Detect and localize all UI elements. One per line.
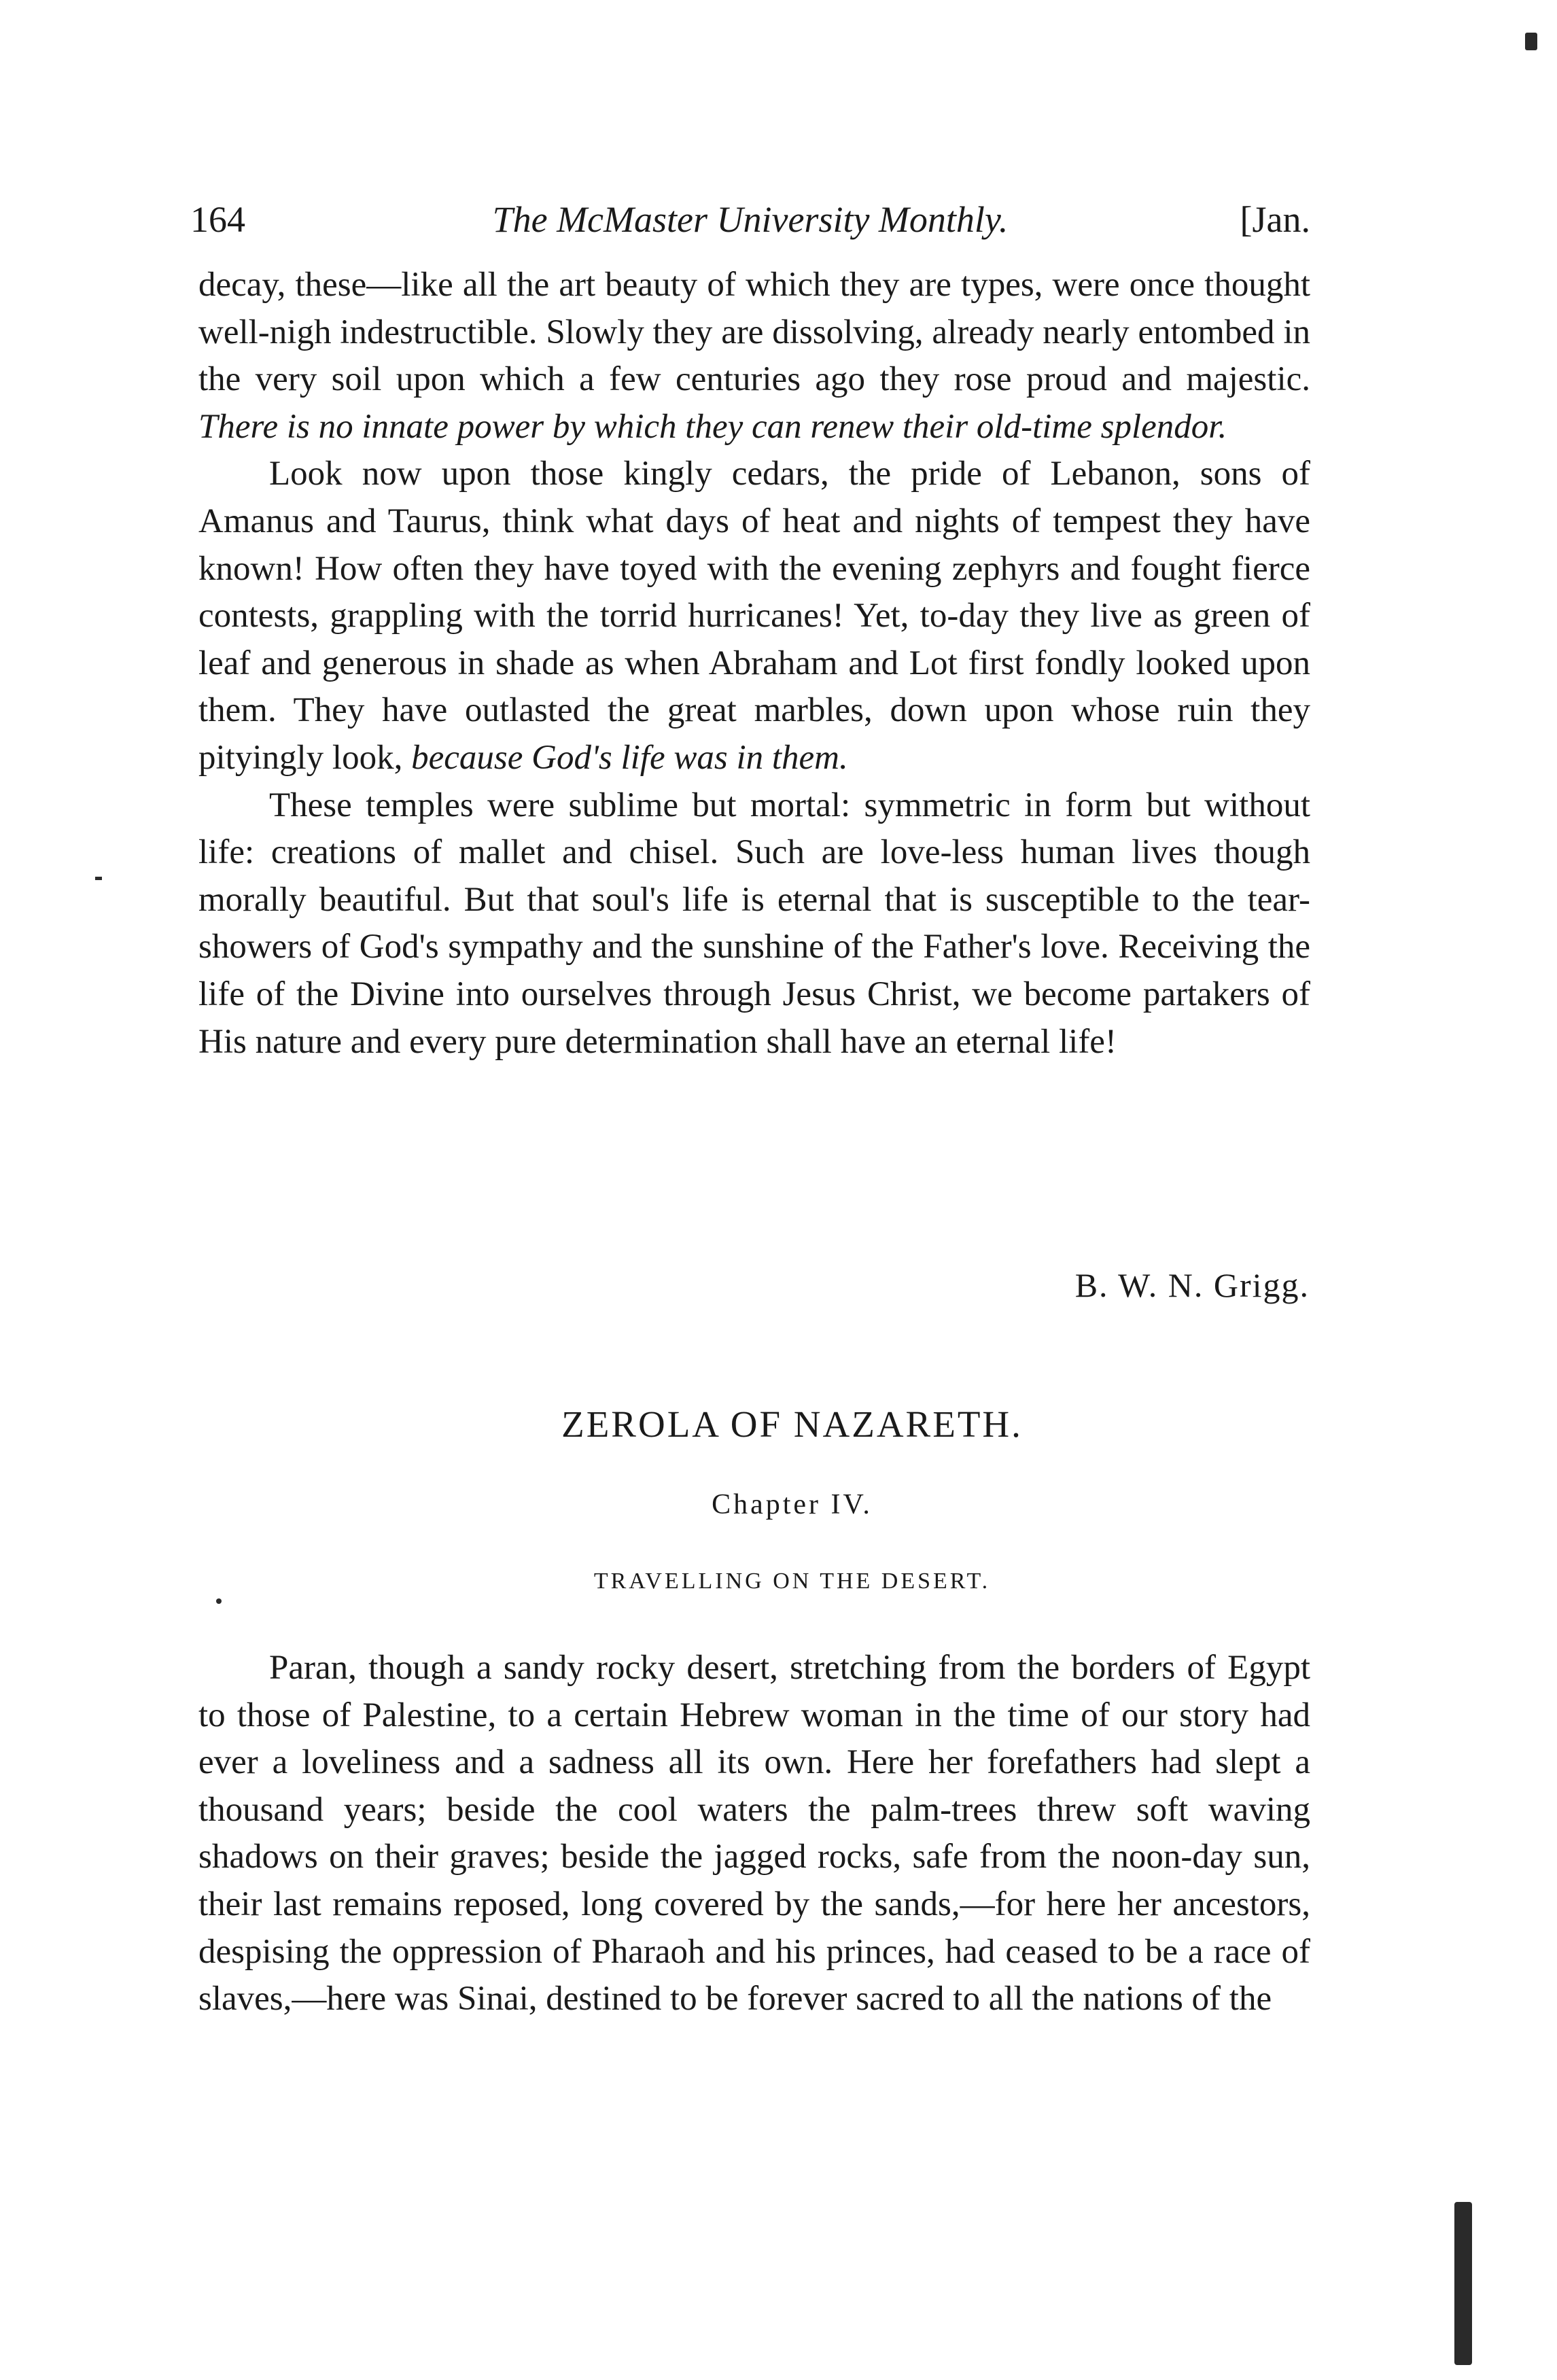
chapter-heading: Chapter IV. [712,1489,873,1520]
author-signature: B. W. N. Grigg. [1074,1266,1310,1304]
journal-title: The McMaster University Monthly. [492,199,1009,240]
essay-text [198,262,1310,1066]
issue-month: [Jan. [1240,199,1310,240]
essay-paragraph-2-emphasis: because God's life was in them. [411,738,848,777]
running-header [190,198,1310,253]
scan-dot-left [95,877,102,880]
essay-paragraph-3: These temples were sublime but mortal: symmetric in form but without life: creations of mallet and chisel. Such are love-less human lives though morally beautiful. But that soul's life is eternal that is susceptible to the tear-showers of God's sympathy and the sunshine of the Father's love. Receiving the life of the Divine into ourselves through Jesus Christ, we become partakers of His nature and every pure determination shall have an eternal life! [198,786,1310,1061]
essay-paragraph-2-text: Look now upon those kingly cedars, the pride of Lebanon, sons of Amanus and Taurus, think what days of heat and nights of tempest they have known! How often they have toyed with the evening zephyrs and fought fierce contests, grappling with the torrid hurricanes! Yet, to-day they live as green of leaf and generous in shade as when Abraham and Lot first fondly looked upon them. They have outlasted the great marbles, down upon whose ruin they pityingly look, [198,455,1310,777]
scan-dot-left-lower [216,1598,222,1604]
essay-paragraph-1-text: decay, these—like all the art beauty of which they are types, were once thought well-nigh indestructible. Slowly they are dissolving, already nearly entombed in the very soil upon which a few centuries ago they rose proud and majestic. [198,266,1310,399]
essay-paragraph-2 [198,451,1310,782]
essay-paragraph-1 [198,262,1310,451]
page-number: 164 [190,199,245,240]
story-title: ZEROLA OF NAZARETH. [561,1403,1023,1445]
essay-paragraph-1-emphasis: There is no innate power by which they can renew their old-time splendor. [198,407,1227,446]
chapter-subtitle: TRAVELLING ON THE DESERT. [593,1569,991,1594]
scan-mark-top-right [1525,33,1537,50]
scan-mark-bottom-right [1454,2202,1472,2365]
story-paragraph-1: Paran, though a sandy rocky desert, stretching from the borders of Egypt to those of Palestine, to a certain Hebrew woman in the time of our story had ever a loveliness and a sadness all its own. Here her forefathers had slept a thousand years; beside the cool waters the palm-trees threw soft waving shadows on their graves; beside the jagged rocks, safe from the noon-day sun, their last remains reposed, long covered by the sands,—for here her ancestors, despising the oppression of Pharaoh and his princes, had ceased to be a race of slaves,—here was Sinai, destined to be forever sacred to all the nations of the [198,1649,1310,2018]
story-text [198,1645,1310,2023]
